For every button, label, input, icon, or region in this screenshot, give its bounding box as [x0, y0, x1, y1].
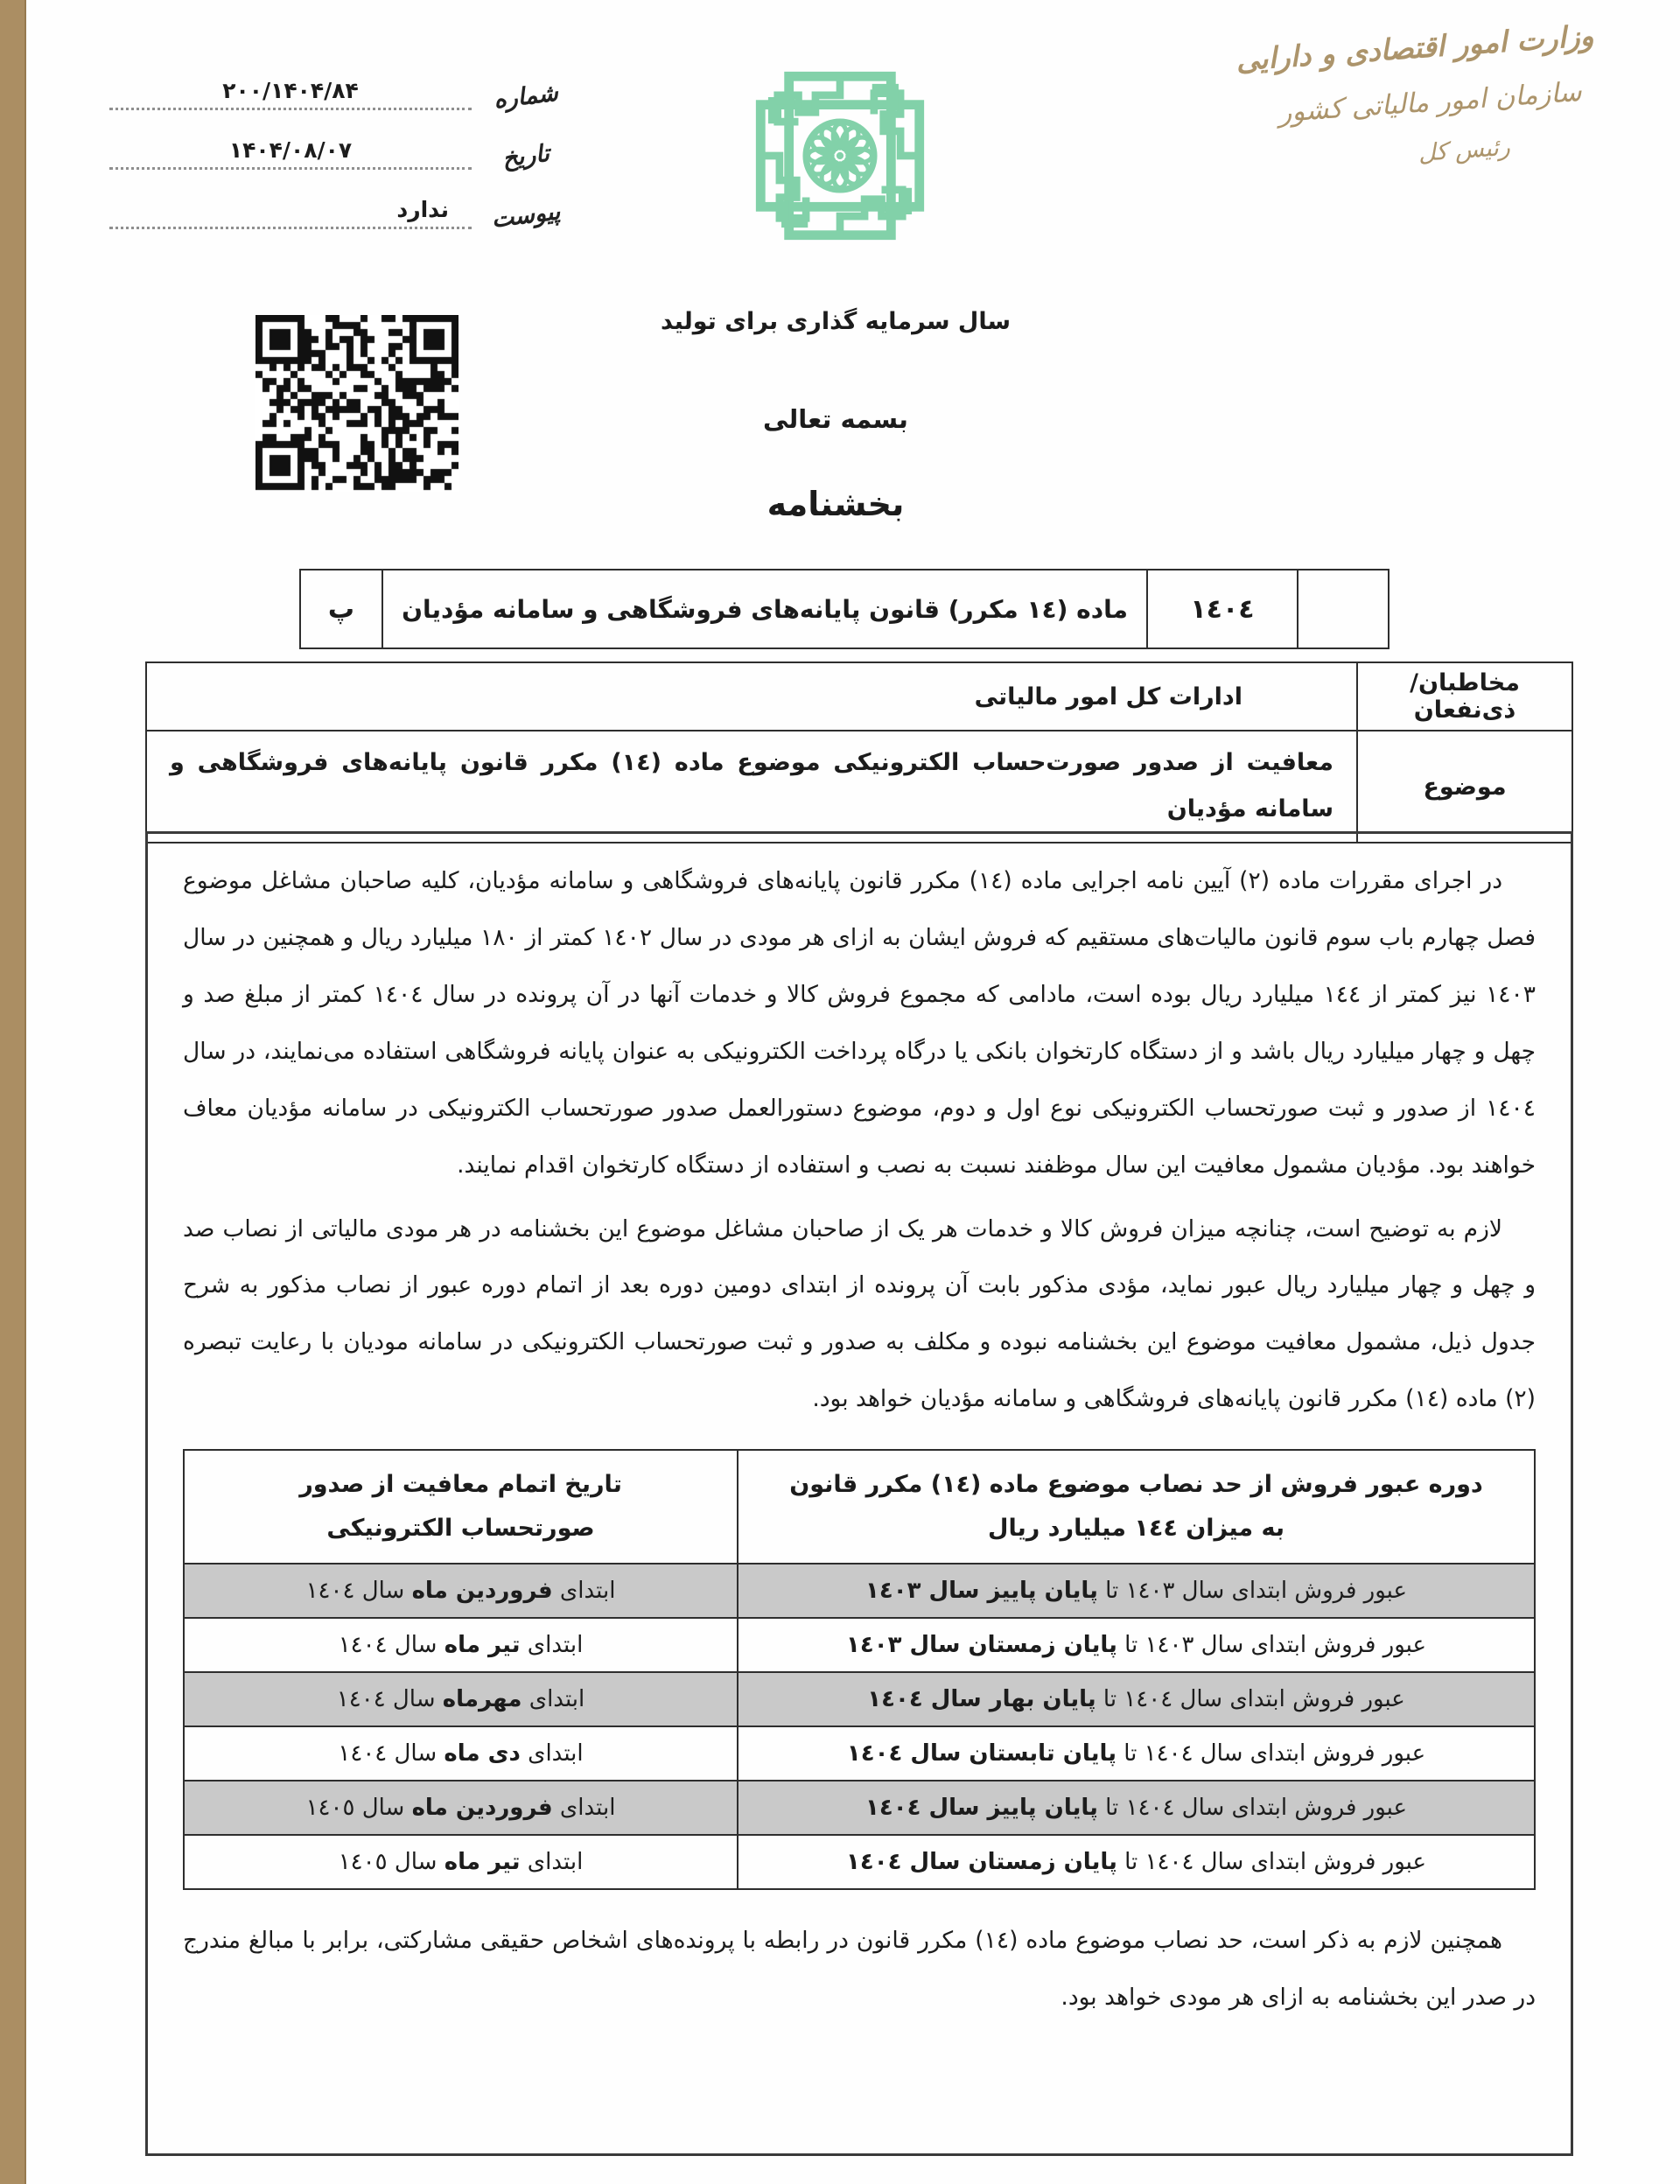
table-row [184, 1835, 1535, 1889]
table-row [184, 1618, 1535, 1672]
audience-label: مخاطبان/ذی‌نفعان [1357, 662, 1572, 731]
period-cell: عبور فروش ابتدای سال ١٤٠٤ تا پایان تابستان سال ١٤٠٤ [738, 1726, 1535, 1781]
classification-empty-cell [1298, 570, 1389, 648]
exemption-end-cell: ابتدای فروردین ماه سال ١٤٠٤ [184, 1564, 738, 1618]
table-header-period-line1: دوره عبور فروش از حد نصاب موضوع ماده (١٤) مکرر قانون [789, 1471, 1483, 1499]
table-header-end-date [184, 1450, 738, 1564]
attachment-row [109, 175, 566, 234]
exemption-end-cell: ابتدای دی ماه سال ١٤٠٤ [184, 1726, 738, 1781]
classification-letter: پ [300, 570, 382, 648]
ministry-name: وزارت امور اقتصادی و دارایی [1235, 18, 1595, 78]
document-meta-block [109, 56, 566, 234]
period-cell: عبور فروش ابتدای سال ١٤٠٤ تا پایان بهار سال ١٤٠٤ [738, 1672, 1535, 1726]
exemption-end-cell: ابتدای تیر ماه سال ١٤٠٤ [184, 1618, 738, 1672]
table-header-period [738, 1450, 1535, 1564]
doc-date-value: ۱۴۰۴/۰۸/۰۷ [109, 137, 472, 170]
year-slogan: سال سرمایه گذاری برای تولید [660, 308, 1012, 335]
subject-value: معافیت از صدور صورت‌حساب الکترونیکی موضوع ماده (١٤) مکرر قانون پایانه‌های فروشگاهی و سامانه مؤدیان [146, 731, 1357, 843]
attachment-value: ندارد [109, 197, 472, 229]
qr-code [256, 315, 458, 492]
recipients-table [145, 662, 1573, 844]
table-header-end-line1: تاریخ اتمام معافیت از صدور [299, 1471, 622, 1499]
table-header-end-line2: صورتحساب الکترونیکی [326, 1515, 595, 1543]
closing-paragraph: همچنین لازم به ذکر است، حد نصاب موضوع ماده (١٤) مکرر قانون در رابطه با پرونده‌های اشخاص حقیقی مشارکتی، برابر با مبالغ مندرج در صدر این بخشنامه به ازای هر مودی خواهد بود. [183, 1927, 1536, 2012]
circular-body [145, 831, 1573, 2156]
audience-value: ادارات کل امور مالیاتی [146, 662, 1357, 731]
tax-administration-emblem-icon [746, 61, 934, 250]
classification-year: ١٤٠٤ [1147, 570, 1298, 648]
exemption-schedule-table [183, 1449, 1536, 1890]
document-type-title: بخشنامه [766, 485, 905, 523]
audience-row [146, 662, 1572, 731]
period-cell: عبور فروش ابتدای سال ١٤٠٣ تا پایان زمستان سال ١٤٠٣ [738, 1618, 1535, 1672]
exemption-end-cell: ابتدای تیر ماه سال ١٤٠٥ [184, 1835, 738, 1889]
period-cell: عبور فروش ابتدای سال ١٤٠٤ تا پایان پاییز سال ١٤٠٤ [738, 1781, 1535, 1835]
body-paragraph-2: لازم به توضیح است، چنانچه میزان فروش کالا و خدمات هر یک از صاحبان مشاغل موضوع این بخشنامه در هر مودی مالیاتی از نصاب صد و چهل و چهار میلیارد ریال عبور نماید، مؤدی مذکور بابت آن پرونده از ابتدای دومین دوره بعد از اتمام دوره عبور از نصاب مذکور به شرح جدول ذیل، مشمول معافیت موضوع این بخشنامه نبوده و مکلف به صدور و ثبت صورتحساب الکترونیکی در سامانه مودیان با رعایت تبصره (۲) ماده (١٤) مکرر قانون پایانه‌های فروشگاهی و سامانه مؤدیان خواهد بود. [183, 1214, 1536, 1413]
body-paragraph-1: در اجرای مقررات ماده (۲) آیین نامه اجرایی ماده (١٤) مکرر قانون پایانه‌های فروشگاهی و سامانه مؤدیان، کلیه صاحبان مشاغل موضوع فصل چهارم باب سوم قانون مالیات‌های مستقیم که فروش ایشان به ازای هر مودی در سال ١٤٠٢ کمتر از ١٨٠ میلیارد ریال و همچنین در سال ١٤٠٣ نیز کمتر از ١٤٤ میلیارد ریال بوده است، مادامی که مجموع فروش کالا و خدمات آنها در آن پرونده در سال ١٤٠٤ کمتر از مبلغ صد و چهل و چهار میلیارد ریال باشد و از دستگاه کارتخوان بانکی یا درگاه پرداخت الکترونیکی به عنوان پایانه فروشگاهی استفاده می‌نمایند، در سال ١٤٠٤ از صدور و ثبت صورتحساب الکترونیکی نوع اول و دوم، موضوع دستورالعمل صدور صورتحساب الکترونیکی در سامانه مؤدیان معاف خواهند بود. مؤدیان مشمول معافیت این سال موظفند نسبت به نصب و استفاده از دستگاه کارتخوان اقدام نمایند. [183, 867, 1536, 1179]
doc-date-row [109, 116, 566, 173]
table-row [184, 1781, 1535, 1835]
table-row [184, 1672, 1535, 1726]
bismillah: بسمه تعالی [763, 404, 908, 434]
exemption-end-cell: ابتدای مهرماه سال ١٤٠٤ [184, 1672, 738, 1726]
table-header-row [184, 1450, 1535, 1564]
subject-label: موضوع [1357, 731, 1572, 843]
doc-date-label: تاریخ [500, 139, 551, 173]
table-row [184, 1564, 1535, 1618]
classification-subject: ماده (١٤ مکرر) قانون پایانه‌های فروشگاهی و سامانه مؤدیان [382, 570, 1147, 648]
doc-number-value: ۲۰۰/۱۴۰۴/۸۴ [109, 78, 472, 110]
director-general-title: رئیس کل [1417, 133, 1511, 168]
scan-edge-strip [0, 0, 26, 2184]
table-row [184, 1726, 1535, 1781]
letterhead-calligraphy [1193, 14, 1667, 183]
doc-number-row [109, 56, 566, 115]
period-cell: عبور فروش ابتدای سال ١٤٠٤ تا پایان زمستان سال ١٤٠٤ [738, 1835, 1535, 1889]
doc-number-label: شماره [492, 79, 560, 115]
classification-strip [299, 569, 1390, 649]
subject-row [146, 731, 1572, 843]
attachment-label: پیوست [490, 198, 562, 234]
tax-organization-name: سازمان امور مالیاتی کشور [1277, 75, 1583, 130]
table-header-period-line2: به میزان ١٤٤ میلیارد ریال [988, 1515, 1285, 1543]
exemption-end-cell: ابتدای فروردین ماه سال ١٤٠٥ [184, 1781, 738, 1835]
exemption-table-body [184, 1564, 1535, 1889]
period-cell: عبور فروش ابتدای سال ١٤٠٣ تا پایان پاییز سال ١٤٠٣ [738, 1564, 1535, 1618]
